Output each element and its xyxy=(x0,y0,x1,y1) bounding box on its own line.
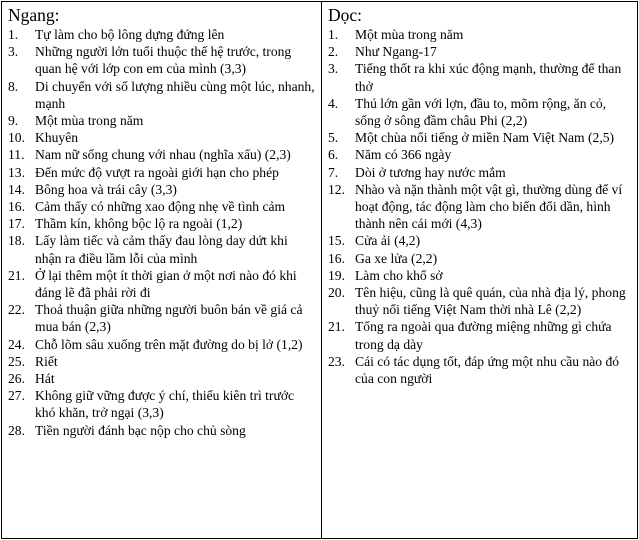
clue-number: 4. xyxy=(328,95,339,111)
clue-number: 3. xyxy=(8,44,19,60)
clue-number: 5. xyxy=(328,130,339,146)
clue-text: Đến mức độ vượt ra ngoài giới hạn cho phép xyxy=(35,164,279,180)
down-heading: Dọc: xyxy=(328,5,363,25)
across-clue xyxy=(8,164,317,181)
clue-number: 2. xyxy=(328,44,339,60)
across-clue xyxy=(8,232,317,266)
clue-text: Một mùa trong năm xyxy=(355,27,464,42)
down-column xyxy=(322,2,637,538)
clue-text: Di chuyển với số lượng nhiều cùng một lúc, nhanh, mạnh xyxy=(35,78,315,111)
clue-number: 13. xyxy=(8,164,25,180)
crossword-clues-table xyxy=(1,1,638,539)
clue-number: 16. xyxy=(328,250,345,266)
clue-number: 9. xyxy=(8,113,19,129)
clue-text: Tên hiệu, cũng là quê quán, của nhà địa lý, phong thuỷ nổi tiếng Việt Nam thời nhà Lê (2,2) xyxy=(355,285,626,318)
clue-text: Khuyên xyxy=(35,130,79,146)
clue-text: Cửa ải (4,2) xyxy=(355,233,421,249)
clue-text: Bông hoa và trái cây (3,3) xyxy=(35,181,177,197)
clue-number: 1. xyxy=(328,27,339,42)
clue-text: Một chùa nổi tiếng ở miền Nam Việt Nam (2,5) xyxy=(355,130,615,146)
clue-number: 24. xyxy=(8,336,25,352)
clue-text: Những người lớn tuổi thuộc thế hệ trước, trong quan hệ với lớp con em của mình (3,3) xyxy=(35,44,292,77)
clue-number: 28. xyxy=(8,422,25,438)
clue-number: 11. xyxy=(8,147,25,163)
down-clue xyxy=(328,95,633,129)
down-clue xyxy=(328,353,633,387)
clue-text: Lấy làm tiếc và cảm thấy đau lòng day dứt khi nhận ra điều lầm lỗi của mình xyxy=(35,233,288,266)
clue-number: 22. xyxy=(8,302,25,318)
clue-number: 16. xyxy=(8,199,25,215)
clue-number: 1. xyxy=(8,27,19,42)
clue-number: 20. xyxy=(328,285,345,301)
clue-text: Ga xe lửa (2,2) xyxy=(355,250,438,266)
clue-number: 10. xyxy=(8,130,25,146)
clue-text: Tự làm cho bộ lông dựng đứng lên xyxy=(35,27,225,42)
clue-text: Nam nữ sống chung với nhau (nghĩa xấu) (2,3) xyxy=(35,147,291,163)
across-heading: Ngang: xyxy=(8,5,60,25)
across-clue xyxy=(8,78,317,112)
across-clue xyxy=(8,301,317,335)
clue-number: 21. xyxy=(328,319,345,335)
clue-number: 14. xyxy=(8,181,25,197)
down-clue xyxy=(328,284,633,318)
clue-text: Không giữ vững được ý chí, thiếu kiên trì trước khó khăn, trở ngại (3,3) xyxy=(35,388,295,421)
across-clue xyxy=(8,198,317,215)
clue-text: Cái có tác dụng tốt, đáp ứng một nhu cầu nào đó của con người xyxy=(355,353,620,387)
down-clue xyxy=(328,129,633,146)
clue-text: Tiền người đánh bạc nộp cho chủ sòng xyxy=(35,422,246,438)
across-clue xyxy=(8,146,317,163)
clue-text: Như Ngang-17 xyxy=(355,44,437,60)
clue-text: Năm có 366 ngày xyxy=(355,147,452,163)
clue-number: 19. xyxy=(328,267,345,283)
across-clue xyxy=(8,26,317,43)
clue-number: 27. xyxy=(8,388,25,404)
clue-number: 8. xyxy=(8,78,19,94)
down-clue xyxy=(328,318,633,352)
down-clue xyxy=(328,164,633,181)
down-clue xyxy=(328,43,633,60)
clue-text: Làm cho khổ sở xyxy=(355,267,443,283)
across-clue xyxy=(8,43,317,77)
across-clue xyxy=(8,387,317,421)
down-clue xyxy=(328,250,633,267)
clue-text: Dòi ở tương hay nước mắm xyxy=(355,164,506,180)
down-clue-list xyxy=(328,26,633,387)
clue-text: Tiếng thốt ra khi xúc động mạnh, thường để than thở xyxy=(355,61,622,94)
clue-text: Một mùa trong năm xyxy=(35,113,144,129)
across-clue xyxy=(8,181,317,198)
clue-number: 3. xyxy=(328,61,339,77)
clue-text: Ở lại thêm một ít thời gian ở một nơi nào đó khi đáng lẽ đã phải rời đi xyxy=(35,267,297,301)
clue-number: 23. xyxy=(328,353,345,369)
across-clue xyxy=(8,370,317,387)
across-clue xyxy=(8,267,317,301)
down-clue xyxy=(328,232,633,249)
clue-text: Nhào và nặn thành một vật gì, thường dùng để ví hoạt động, tác động làm cho biến đổi dần, hình thành nên cái mới (4,3) xyxy=(355,181,623,232)
clue-text: Cảm thấy có những xao động nhẹ về tình cảm xyxy=(35,199,286,215)
clue-text: Hát xyxy=(35,371,55,387)
across-column xyxy=(2,2,322,538)
clue-text: Thầm kín, không bộc lộ ra ngoài (1,2) xyxy=(35,216,243,232)
across-clue xyxy=(8,215,317,232)
clue-number: 17. xyxy=(8,216,25,232)
down-clue xyxy=(328,60,633,94)
down-clue xyxy=(328,267,633,284)
clue-text: Chỗ lõm sâu xuống trên mặt đường do bị lở (1,2) xyxy=(35,336,303,352)
clue-number: 25. xyxy=(8,353,25,369)
clue-number: 18. xyxy=(8,233,25,249)
down-clue xyxy=(328,181,633,233)
clue-text: Thú lớn gần với lợn, đầu to, mõm rộng, ăn cỏ, sống ở sông đầm châu Phi (2,2) xyxy=(355,95,607,129)
down-clue xyxy=(328,26,633,43)
clue-number: 12. xyxy=(328,181,345,197)
across-clue xyxy=(8,353,317,370)
clue-number: 15. xyxy=(328,233,345,249)
clue-text: Tống ra ngoài qua đường miệng những gì chứa trong dạ dày xyxy=(355,319,612,352)
clue-number: 7. xyxy=(328,164,339,180)
down-clue xyxy=(328,146,633,163)
across-clue-list xyxy=(8,26,317,439)
across-clue xyxy=(8,422,317,439)
clue-text: Thoả thuận giữa những người buôn bán về giá cả mua bán (2,3) xyxy=(35,302,303,335)
clue-number: 21. xyxy=(8,267,25,283)
across-clue xyxy=(8,112,317,129)
clue-text: Riết xyxy=(35,353,58,369)
across-clue xyxy=(8,129,317,146)
clue-number: 6. xyxy=(328,147,339,163)
clue-number: 26. xyxy=(8,371,25,387)
across-clue xyxy=(8,336,317,353)
